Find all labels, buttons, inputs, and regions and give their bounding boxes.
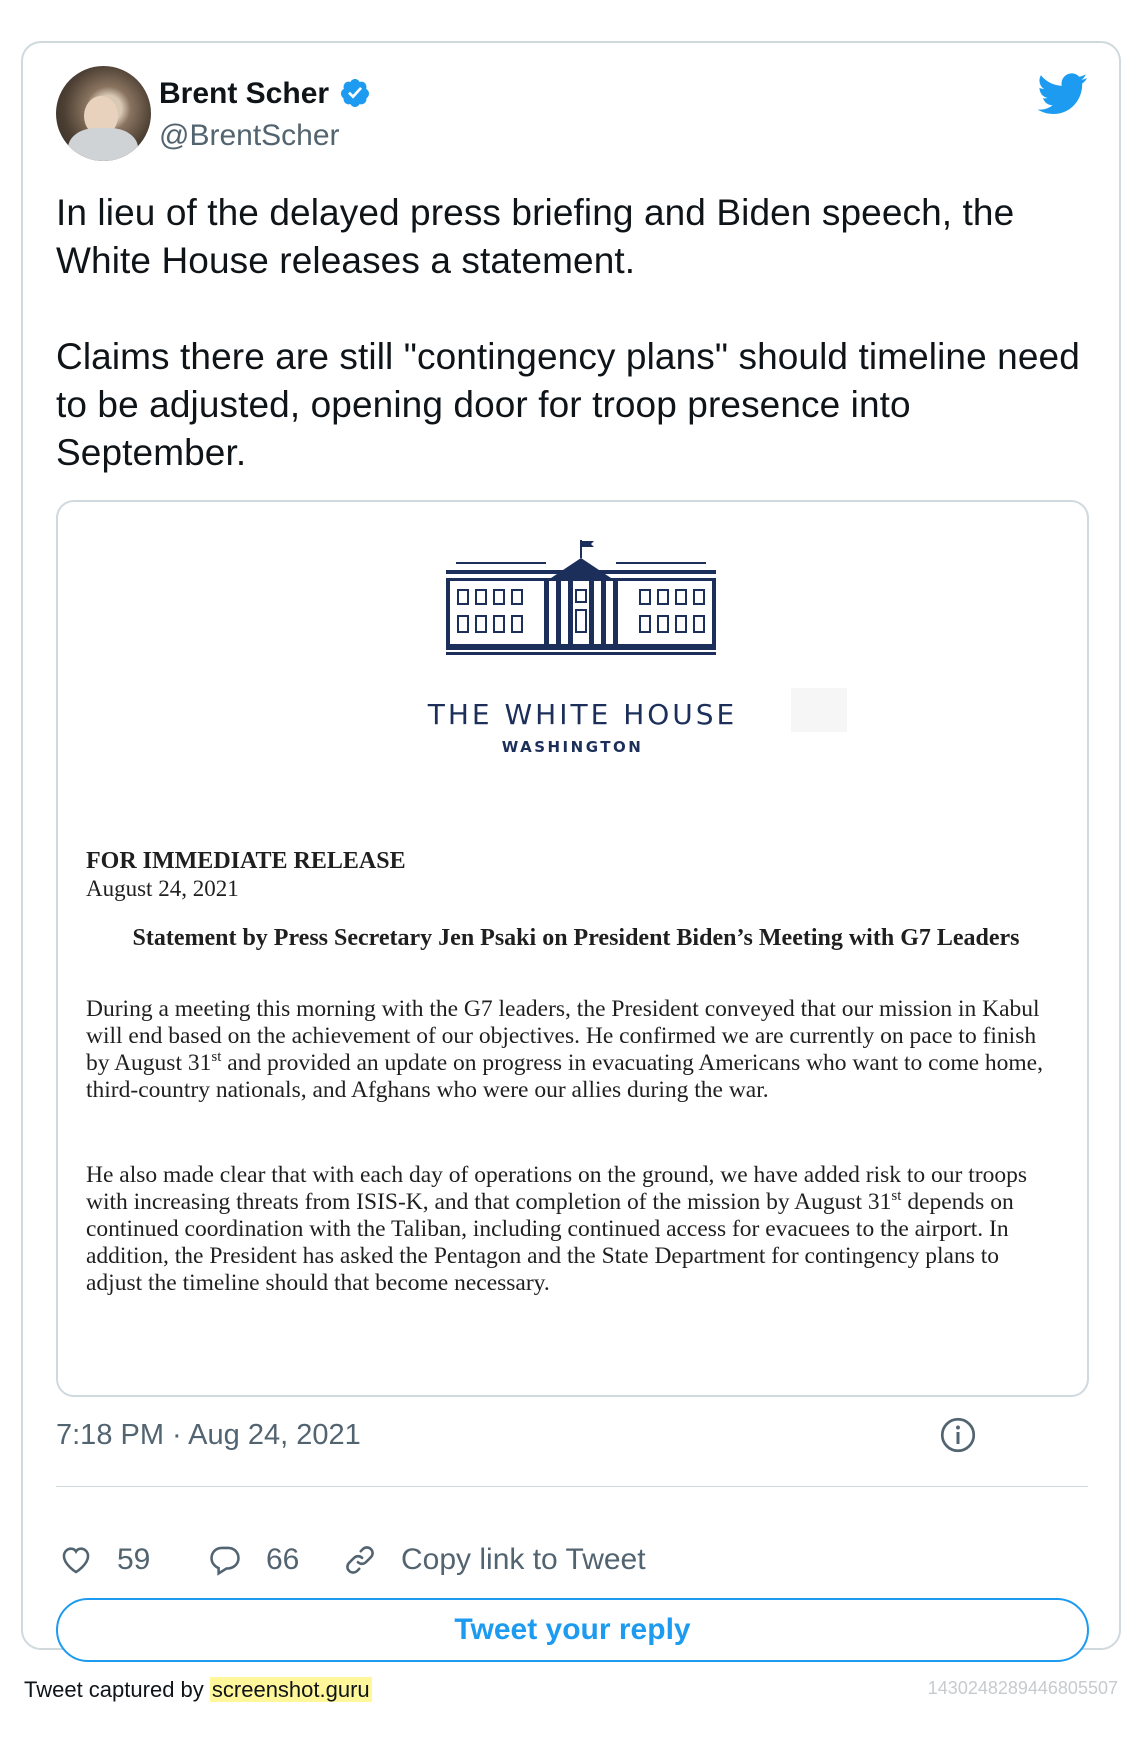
tweet-your-reply-button[interactable]: Tweet your reply [56,1598,1089,1662]
release-paragraph-1: During a meeting this morning with the G7 leaders, the President conveyed that our mission in Kabul will end based on the achievement of our objectives. He confirmed we are currently on pace to finish by August 31st and provided an update on progress in evacuating Americans who want to come home, third-country nationals, and Afghans who were our allies during the war. [86,996,1043,1103]
link-icon [343,1543,377,1577]
screenshot-guru-link[interactable]: screenshot.guru [211,1677,370,1702]
info-icon[interactable] [940,1417,976,1453]
release-date: August 24, 2021 [86,876,239,901]
tweet-card [21,41,1121,1650]
avatar[interactable] [56,66,151,161]
release-headline: Statement by Press Secretary Jen Psaki on President Biden’s Meeting with G7 Leaders [132,925,1020,951]
tweet-id: 1430248289446805507 [927,1678,1118,1698]
tweet-paragraph: In lieu of the delayed press briefing and Biden speech, the White House releases a statement. [56,192,1025,281]
reply-button[interactable] [208,1543,299,1577]
author-name[interactable]: Brent Scher [159,77,330,110]
tweet-text [56,189,1096,477]
white-house-location: WASHINGTON [501,738,644,756]
divider [56,1486,1088,1487]
release-label: FOR IMMEDIATE RELEASE [86,848,406,874]
author-handle[interactable]: @BrentScher [159,119,340,152]
speech-bubble-icon [208,1543,242,1577]
tweet-timestamp[interactable]: 7:18 PM · Aug 24, 2021 [56,1419,361,1451]
release-paragraph-2: He also made clear that with each day of operations on the ground, we have added risk to our troops with increasing threats from ISIS-K, and that completion of the mission by August 31st depends on continued coordination with the Taliban, including continued access for evacuees to the airport. In addition, the President has asked the Pentagon and the State Department for contingency plans to adjust the timeline should that become necessary. [86,1162,1028,1296]
reply-count: 66 [266,1543,300,1576]
like-button[interactable] [59,1543,150,1577]
like-count: 59 [117,1543,151,1576]
copy-link-label: Copy link to Tweet [401,1543,646,1576]
heart-icon [59,1543,93,1577]
twitter-bird-icon[interactable] [1038,73,1088,115]
captured-by: Tweet captured by screenshot.guru [24,1677,370,1702]
attached-image[interactable] [56,500,1089,1397]
tweet-paragraph: Claims there are still "contingency plans" should timeline need to be adjusted, opening door for troop presence into September. [56,336,1091,473]
white-house-title: THE WHITE HOUSE [427,698,738,731]
copy-link-button[interactable] [343,1543,646,1577]
verified-badge-icon [339,77,371,109]
white-house-logo-icon [446,540,716,656]
